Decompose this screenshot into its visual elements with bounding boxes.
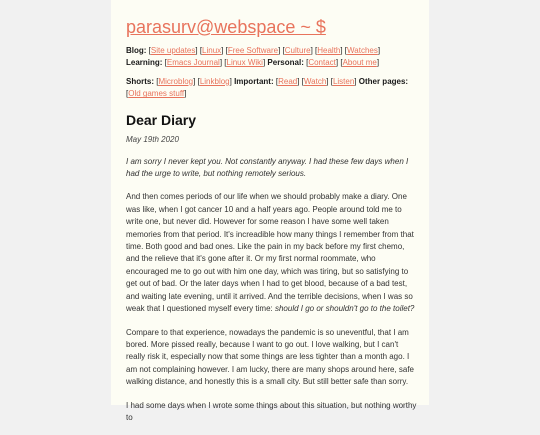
post-paragraph-2 [126, 191, 418, 315]
nav-label-shorts: Shorts: [126, 76, 154, 86]
page-column [111, 0, 429, 422]
post-title: Dear Diary [126, 111, 197, 128]
nav-primary: Blog: [Site updates] [Linux] [Free Software] [Culture] [Health] [Watches] Learning: [Emacs Journal] [Linux Wiki] Personal: [Contact] [About me] [126, 46, 381, 68]
post-paragraph-4: I had some days when I wrote some things about this situation, but nothing worthy to [126, 400, 417, 422]
nav-link-free-software[interactable]: Free Software [227, 46, 279, 55]
nav-link-old-games-stuff[interactable]: Old games stuff [128, 89, 185, 99]
post-date: May 19th 2020 [126, 134, 179, 144]
nav-label-blog: Blog: [126, 46, 147, 55]
post-paragraph-3: Compare to that experience, nowadays the pandemic is so uneventful, that I am bored. More pissed really, because I want to go out. I love walking, but I can't really risk it, especially now that some things are less tighter than a month ago. I am not complaining however. I am lucky, there are many shops around here, safe walking distance, and honestly this is a small city. But still better safe than sorry. [126, 327, 415, 387]
nav-link-linux[interactable]: Linux [202, 46, 222, 55]
nav-link-microblog[interactable]: Microblog [158, 76, 194, 86]
nav-link-about-me[interactable]: About me [342, 58, 377, 68]
nav-label-important: Important: [234, 76, 274, 86]
nav-link-watches[interactable]: Watches [347, 46, 378, 55]
site-title-link[interactable]: parasurv@webspace ~ $ [126, 17, 326, 37]
nav-link-linux-wiki[interactable]: Linux Wiki [226, 58, 263, 68]
nav-label-personal: Personal: [267, 58, 304, 68]
nav-link-site-updates[interactable]: Site updates [150, 46, 196, 55]
nav-link-listen[interactable]: Listen [332, 76, 355, 86]
nav-link-contact[interactable]: Contact [308, 58, 336, 68]
post-paragraph-2-text: And then comes periods of our life when we should probably make a diary. One was like, when I got cancer 10 and a half years ago. People around told me to write one, but never did. However for some reason I have some well taken memories from that period. It's increadible how many things I remember from that time. Both good and bad ones. Like the pain in my back before my first chemo, and the relieve that it's gone after it. Or my first normal roommate, who encouraged me to go out with him one day, which was tiring, but so satisfying to get out of bad. Or the later days when I had to get blood, because of a bad test, and waiting late evening, until it arrived. And the terrible decisions, when I was so weak that I questioned myself every time: [126, 192, 414, 314]
post-paragraph-2-italic: should I go or shouldn't go to the toilet? [274, 304, 415, 314]
nav-link-emacs-journal[interactable]: Emacs Journal [166, 58, 220, 68]
nav-label-other-pages: Other pages: [358, 76, 409, 86]
nav-label-learning: Learning: [126, 58, 163, 68]
nav-link-culture[interactable]: Culture [284, 46, 311, 55]
post-paragraph-1: I am sorry I never kept you. Not constantly anyway. I had these few days when I had the urge to write, but nothing remotely serious. [126, 156, 409, 179]
nav-link-linkblog[interactable]: Linkblog [199, 76, 230, 86]
nav-link-watch[interactable]: Watch [303, 76, 327, 86]
nav-link-health[interactable]: Health [317, 46, 341, 55]
nav-link-read[interactable]: Read [278, 76, 298, 86]
main-content [126, 17, 418, 435]
nav-secondary: Shorts: [Microblog] [Linkblog] Important: [Read] [Watch] [Listen] Other pages: [Old games stuff] [126, 76, 409, 99]
